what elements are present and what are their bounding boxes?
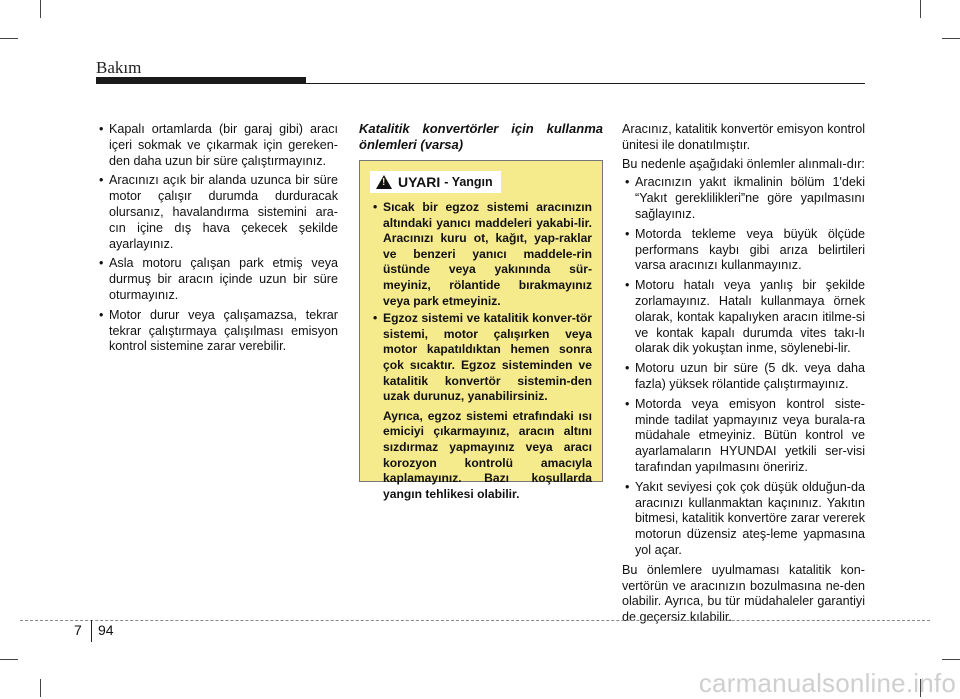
warning-triangle-icon	[376, 175, 392, 189]
list-item: • Kapalı ortamlarda (bir garaj gibi) aracı içeri sokmak ve çıkarmak için gereken-den daha uzun bir süre çalıştırmayınız.	[96, 122, 338, 169]
column-right	[622, 122, 865, 629]
warning-item: • Sıcak bir egzoz sistemi aracınızın altındaki yanıcı maddeleri yakabi-lir. Aracınızı kuru ot, kağıt, yap-raklar ve benzeri yanıcı maddele-rin üstünde veya yakınında sür-meyiniz, rölantide bırakmayınız veya park etmeyiniz.	[370, 200, 592, 309]
paragraph: Aracınız, katalitik konvertör emisyon kontrol ünitesi ile donatılmıştır.	[622, 122, 865, 152]
list-item: • Asla motoru çalışan park etmiş veya durmuş bir aracın içinde uzun bir süre oturmayınız.	[96, 256, 338, 303]
warning-label: UYARI	[398, 174, 441, 190]
crop-mark	[942, 38, 960, 39]
crop-mark	[942, 659, 960, 660]
list-item: • Motoru uzun bir süre (5 dk. veya daha fazla) yüksek rölantide çalıştırmayınız.	[622, 361, 865, 393]
warning-extra-text: Ayrıca, egzoz sistemi etrafındaki ısı emiciyi çıkarmayınız, aracın altını sızdırmaz yapmayınız veya aracı korozyon kontrolü amacıyla kaplamayınız. Bazı koşullarda yangın tehlikesi olabilir.	[383, 408, 592, 501]
header-rule	[306, 83, 865, 84]
chapter-number: 7	[74, 622, 82, 638]
warning-header	[370, 171, 602, 193]
page-divider	[91, 620, 92, 642]
watermark: carmanualsonline.info	[698, 668, 956, 698]
column-left	[96, 122, 338, 359]
list-item: • Motorda tekleme veya büyük ölçüde performans kaybı gibi arıza belirtileri varsa aracınızı kullanmayınız.	[622, 227, 865, 274]
footer-rule	[20, 620, 930, 621]
list-item: • Aracınızı açık bir alanda uzunca bir süre motor çalışır durumda durduracak olursanız, havalandırma sistemini ara-cın içine dış hava çekecek şekilde ayarlayınız.	[96, 173, 338, 252]
header-bar	[96, 77, 306, 84]
column-middle	[359, 121, 603, 156]
bullet-list	[96, 122, 338, 355]
crop-mark	[40, 679, 41, 697]
warning-body	[370, 200, 592, 502]
crop-mark	[920, 0, 921, 18]
list-item: • Motor durur veya çalışamazsa, tekrar tekrar çalıştırmaya çalışılması emisyon kontrol sistemine zarar verebilir.	[96, 308, 338, 355]
list-item: • Motorda veya emisyon kontrol siste-minde tadilat yapmayınız veya burala-ra müdahale etmeyiniz. Bütün kontrol ve ayarlamaların HYUNDAI yetkili ser-visi tarafından yapılmasını öneririz.	[622, 397, 865, 476]
section-header-title: Bakım	[96, 58, 142, 77]
list-item: • Aracınızın yakıt ikmalinin bölüm 1'deki “Yakıt gereklilikleri”ne göre yapılmasını sağlayınız.	[622, 175, 865, 222]
list-item: • Yakıt seviyesi çok çok düşük olduğun-da aracınızı kullanmaktan kaçınınız. Yakıtın bitmesi, katalitik konvertöre zarar vererek motorun düzensiz ateş-leme yapmasına yol açar.	[622, 480, 865, 559]
bullet-list	[622, 175, 865, 558]
page-number: 94	[98, 622, 114, 638]
crop-mark	[40, 0, 41, 18]
list-item: • Motoru hatalı veya yanlış bir şekilde zorlamayınız. Hatalı kullanmaya örnek olarak, kontak kapalıyken aracın itilme-si ve kontak kapalı durumda vites takı-lı olarak dik yokuştan inme, söylenebi-lir.	[622, 278, 865, 357]
subsection-title: Katalitik konvertörler için kullanma önlemleri (varsa)	[359, 121, 603, 152]
crop-mark	[0, 659, 18, 660]
paragraph: Bu nedenle aşağıdaki önlemler alınmalı-dır:	[622, 156, 865, 171]
warning-tag	[370, 171, 501, 193]
warning-subtitle: - Yangın	[444, 175, 493, 189]
paragraph: Bu önlemlere uyulmaması katalitik kon-vertörün ve aracınızın bozulmasına ne-den olabilir. Ayrıca, bu tür müdahaleler garantiyi de geçersiz kılabilir.	[622, 562, 865, 625]
warning-box	[359, 160, 603, 501]
warning-bullet-list	[370, 200, 592, 405]
crop-mark	[0, 38, 18, 39]
warning-item: • Egzoz sistemi ve katalitik konver-tör sistemi, motor çalışırken veya motor kapatıldıktan hemen sonra çok sıcaktır. Egzoz sisteminden ve katalitik konvertör sistemin-den uzak durunuz, yanabilirsiniz.	[370, 311, 592, 405]
